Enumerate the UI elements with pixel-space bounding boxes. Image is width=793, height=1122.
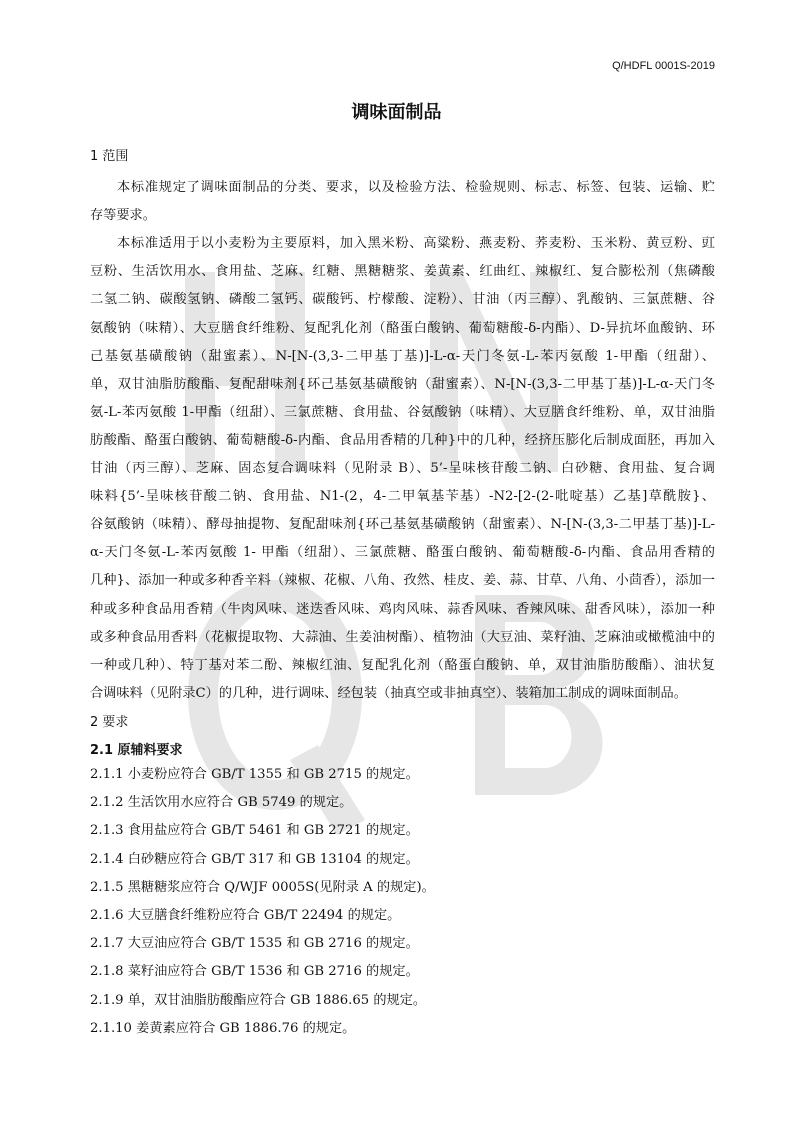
- section-2-1-heading: 2.1 原辅料要求: [90, 743, 183, 758]
- requirement-item: 2.1.10 姜黄素应符合 GB 1886.76 的规定。: [90, 1020, 356, 1036]
- paragraph-line: 几种}、添加一种或多种香辛料（辣椒、花椒、八角、孜然、桂皮、姜、蒜、甘草、八角、小茴香），添加一: [90, 573, 715, 589]
- paragraph-line: 己基氨基磺酸钠（甜蜜素）、N-[N-(3,3-二甲基丁基)]-L-α-天门冬氨-L-苯丙氨酸 1-甲酯（纽甜）、: [90, 348, 715, 364]
- paragraph-line: 氨酸钠（味精）、大豆膳食纤维粉、复配乳化剂（酪蛋白酸钠、葡萄糖酸-δ-内酯）、D-异抗坏血酸钠、环: [90, 320, 715, 336]
- paragraph-line: 二氢二钠、碳酸氢钠、磷酸二氢钙、碳酸钙、柠檬酸、淀粉）、甘油（丙三醇）、乳酸钠、三氯蔗糖、谷: [90, 292, 715, 308]
- paragraph-line: 本标准规定了调味面制品的分类、要求，以及检验方法、检验规则、标志、标签、包装、运输、贮: [117, 180, 715, 195]
- paragraph-line: 本标准适用于以小麦粉为主要原料，加入黑米粉、高粱粉、燕麦粉、荞麦粉、玉米粉、黄豆粉、豇: [117, 236, 715, 252]
- paragraph-line: 种或多种食品用香精（牛肉风味、迷迭香风味、鸡肉风味、蒜香风味、香辣风味、甜香风味），添加一种: [90, 601, 715, 617]
- section-2-heading: 2 要求: [90, 715, 129, 730]
- paragraph-line: 谷氨酸钠（味精）、酵母抽提物、复配甜味剂{环己基氨基磺酸钠（甜蜜素）、N-[N-(3,3-二甲基丁基)]-L-: [90, 517, 715, 533]
- paragraph-line: 甘油（丙三醇）、芝麻、固态复合调味料（见附录 B）、5’-呈味核苷酸二钠、白砂糖、食用盐、复合调: [90, 461, 715, 476]
- requirement-item: 2.1.1 小麦粉应符合 GB/T 1355 和 GB 2715 的规定。: [90, 767, 419, 782]
- paragraph-line: α-天门冬氨-L-苯丙氨酸 1- 甲酯（纽甜）、三氯蔗糖、酪蛋白酸钠、葡萄糖酸-δ-内酯、食品用香精的: [90, 545, 715, 561]
- paragraph-line: 豆粉、生活饮用水、食用盐、芝麻、红糖、黑糖糖浆、姜黄素、红曲红、辣椒红、复合膨松剂（焦磷酸: [90, 264, 715, 280]
- requirement-item: 2.1.4 白砂糖应符合 GB/T 317 和 GB 13104 的规定。: [90, 851, 419, 867]
- requirement-item: 2.1.9 单，双甘油脂肪酸酯应符合 GB 1886.65 的规定。: [90, 992, 427, 1008]
- document-code: Q/HDFL 0001S-2019: [612, 60, 715, 72]
- section-1-heading: 1 范围: [90, 149, 129, 164]
- requirement-item: 2.1.8 菜籽油应符合 GB/T 1536 和 GB 2716 的规定。: [90, 964, 419, 980]
- requirement-item: 2.1.2 生活饮用水应符合 GB 5749 的规定。: [90, 795, 353, 811]
- requirement-item: 2.1.5 黑糖糖浆应符合 Q/WJF 0005S(见附录 A 的规定)。: [90, 879, 435, 895]
- paragraph-line: 一种或几种）、特丁基对苯二酚、辣椒红油、复配乳化剂（酪蛋白酸钠、单，双甘油脂肪酸酯）、油状复: [90, 657, 715, 673]
- requirement-item: 2.1.7 大豆油应符合 GB/T 1535 和 GB 2716 的规定。: [90, 936, 419, 952]
- document-title: 调味面制品: [351, 102, 442, 123]
- paragraph-line: 单，双甘油脂肪酸酯、复配甜味剂{环己基氨基磺酸钠（甜蜜素）、N-[N-(3,3-二甲基丁基)]-L-α-天门冬: [90, 376, 715, 392]
- paragraph-line: 合调味料（见附录C）的几种，进行调味、经包装（抽真空或非抽真空）、装箱加工制成的调味面制品。: [90, 685, 687, 701]
- paragraph-line: 氨-L-苯丙氨酸 1-甲酯（纽甜）、三氯蔗糖、食用盐、谷氨酸钠（味精）、大豆膳食纤维粉、单，双甘油脂: [90, 404, 715, 420]
- requirement-item: 2.1.3 食用盐应符合 GB/T 5461 和 GB 2721 的规定。: [90, 823, 419, 839]
- paragraph-line: 存等要求。: [90, 208, 156, 224]
- paragraph-line: 或多种食品用香料（花椒提取物、大蒜油、生姜油树酯）、植物油（大豆油、菜籽油、芝麻油或橄榄油中的: [90, 629, 715, 645]
- paragraph-line: 味料{5’-呈味核苷酸二钠、食用盐、N1-(2，4-二甲氧基苄基）-N2-[2-(2-吡啶基）乙基]草酰胺}、: [90, 489, 715, 505]
- requirement-item: 2.1.6 大豆膳食纤维粉应符合 GB/T 22494 的规定。: [90, 908, 401, 923]
- paragraph-line: 肪酸酯、酪蛋白酸钠、葡萄糖酸-δ-内酯、食品用香精的几种}中的几种，经挤压膨化后制成面胚，再加入: [90, 432, 715, 448]
